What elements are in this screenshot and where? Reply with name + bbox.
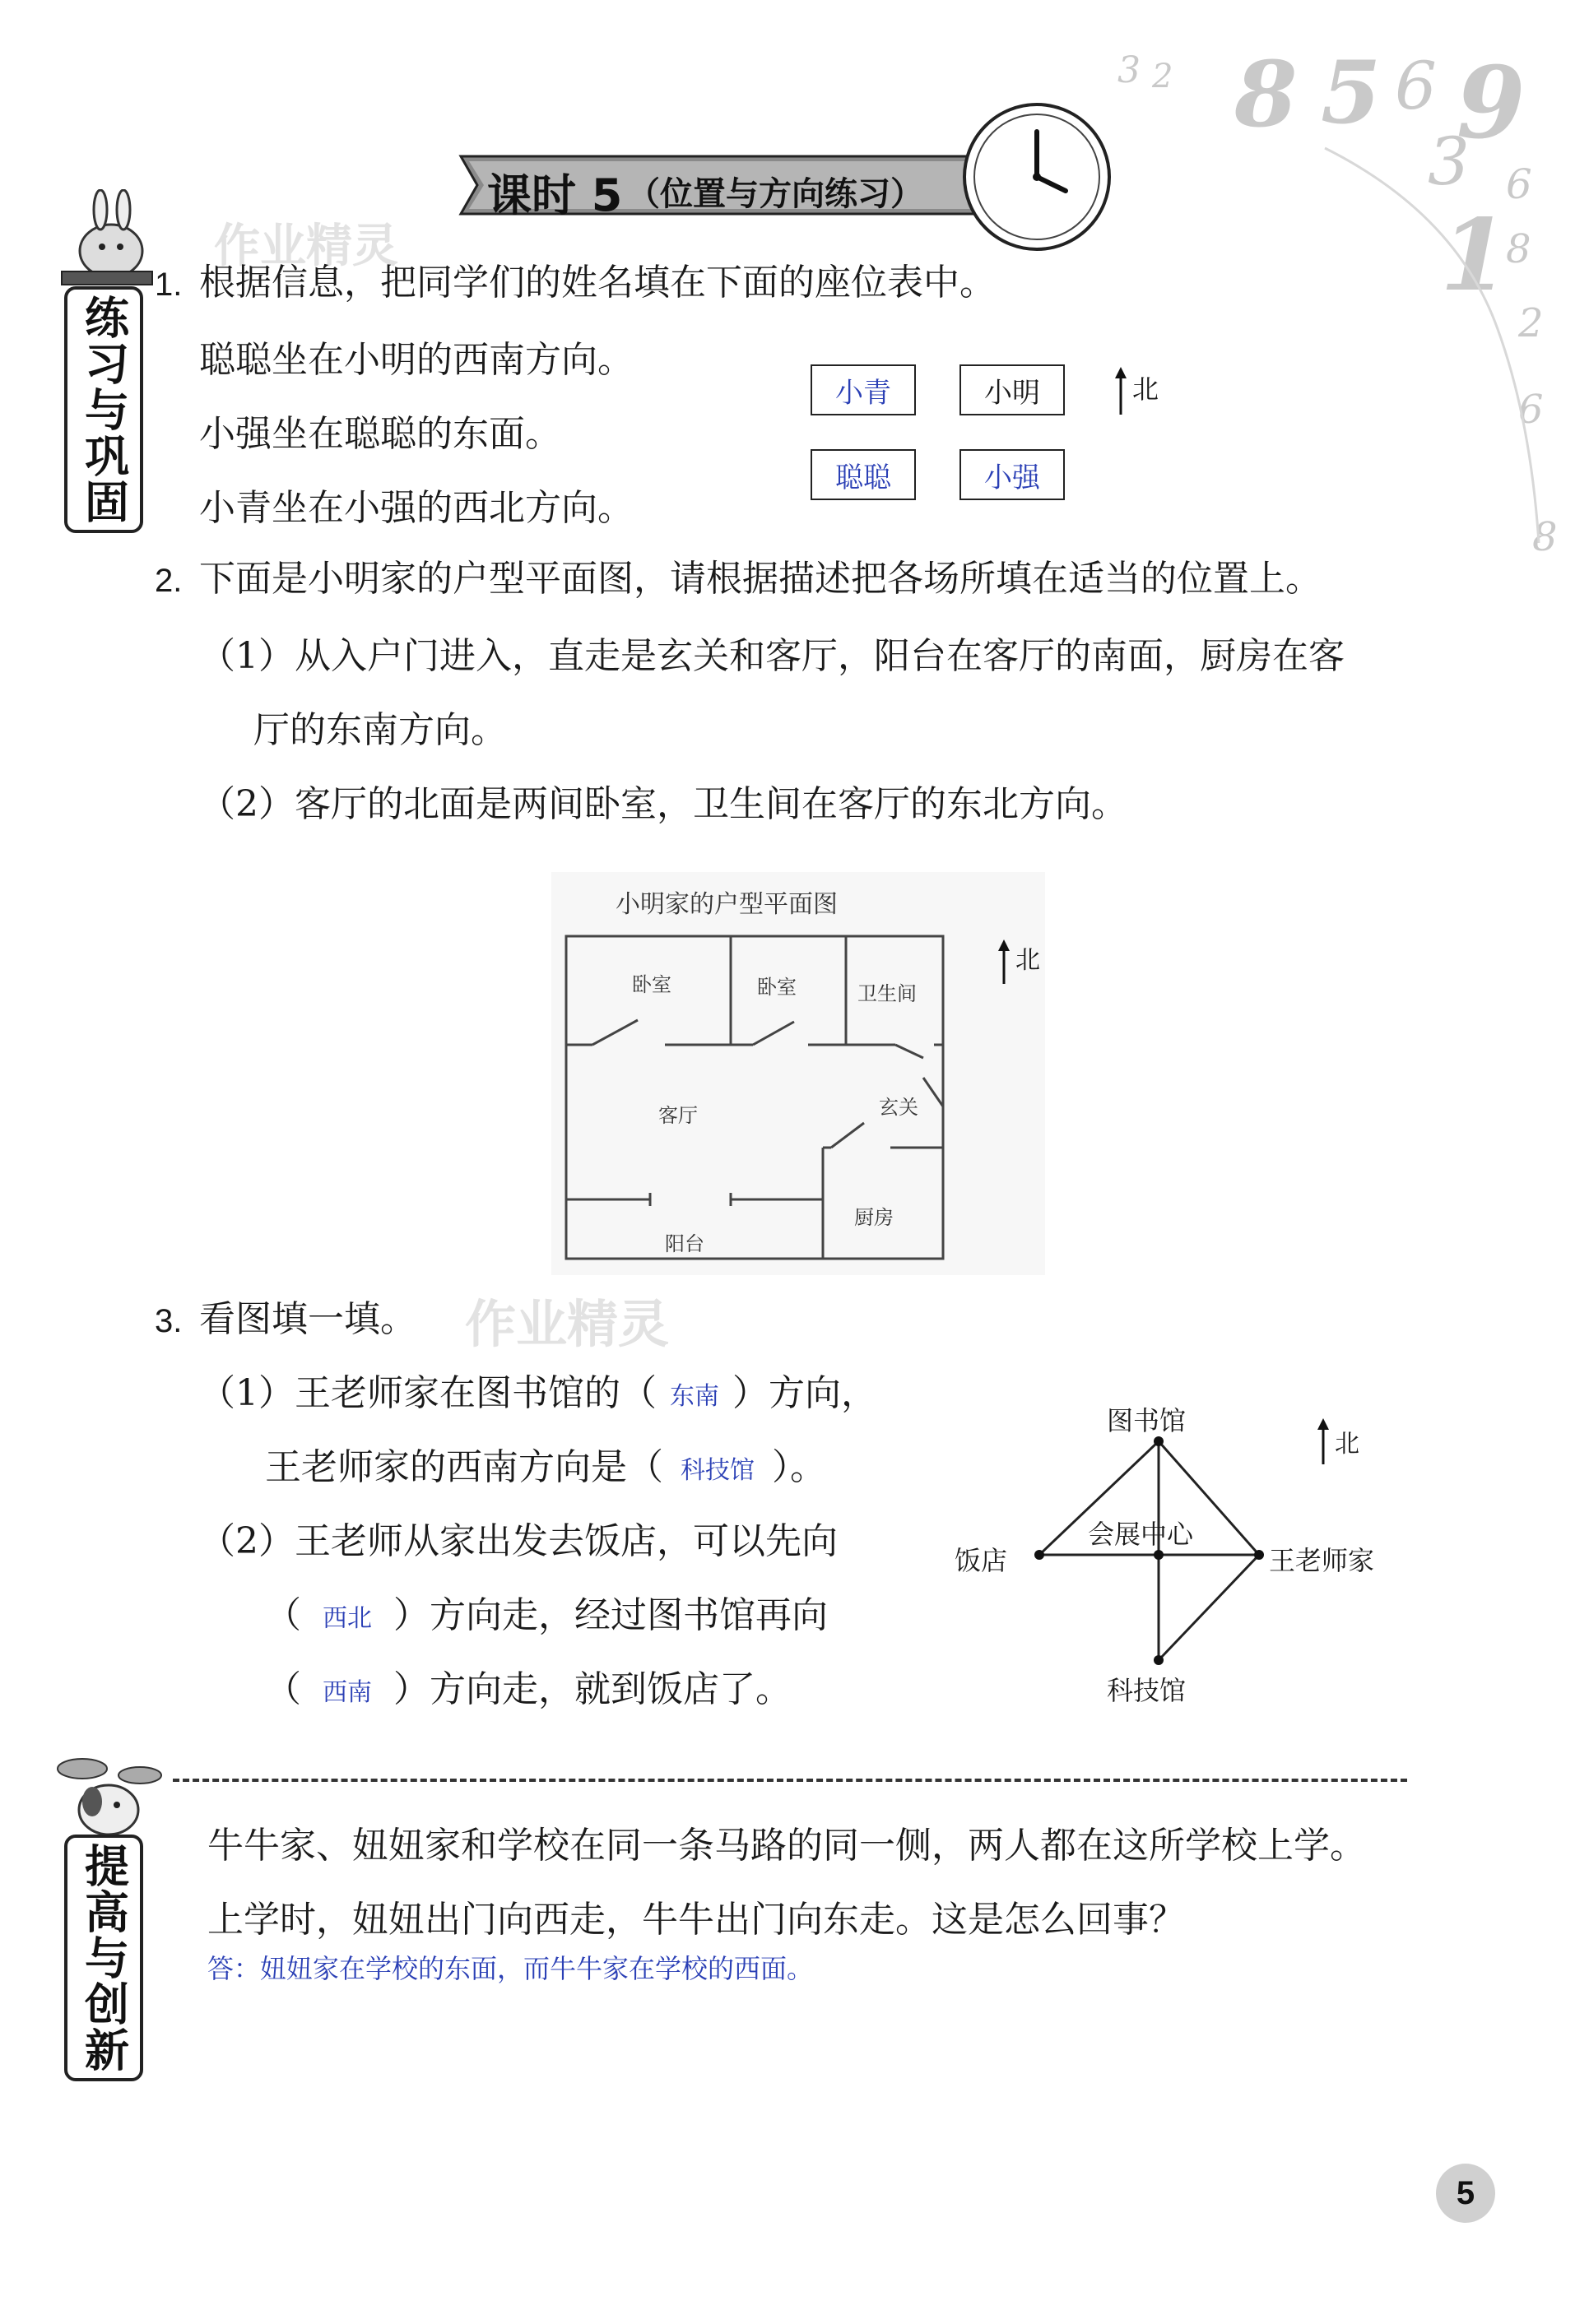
q3-text: ）方向走，就到饭店了。 <box>393 1668 792 1710</box>
q3-line5 <box>265 1668 792 1710</box>
q2-prompt: 下面是小明家的户型平面图，请根据描述把各场所填在适当的位置上。 <box>199 558 1322 600</box>
north-label: 北 <box>1132 373 1159 405</box>
deco-digit: 2 <box>1518 300 1544 346</box>
lesson-topic: （位置与方向练习） <box>627 175 923 213</box>
q3-text: ）方向走，经过图书馆再向 <box>393 1594 828 1636</box>
map-library: 图书馆 <box>1107 1405 1187 1436</box>
q3-answer-blank[interactable]: 西南 <box>323 1678 372 1707</box>
room-balcony: 阳台 <box>665 1232 704 1255</box>
deco-digit: 6 <box>1518 387 1544 433</box>
q2-number: 2. <box>155 563 183 599</box>
q3-answer-blank[interactable]: 西北 <box>323 1604 372 1633</box>
north-label: 北 <box>1015 946 1040 975</box>
q1-prompt: 根据信息，把同学们的姓名填在下面的座位表中。 <box>199 262 996 304</box>
q3-text: （ <box>265 1594 301 1636</box>
deco-digit: 3 <box>1428 123 1470 200</box>
lesson-number: 课时 5 <box>487 169 623 221</box>
map-restaurant: 饭店 <box>955 1545 1008 1576</box>
q2-line2: （2）客厅的北面是两间卧室，卫生间在客厅的东北方向。 <box>199 783 1127 825</box>
decorative-digits <box>1111 33 1572 559</box>
floor-plan-walls <box>551 872 1045 1275</box>
q3-text: ）方向， <box>732 1372 877 1414</box>
seat-bottom-left[interactable]: 聪聪 <box>811 449 916 500</box>
extension-side-label <box>49 1744 165 2106</box>
deco-digit: 6 <box>1506 160 1532 208</box>
q3-prompt: 看图填一填。 <box>199 1298 416 1340</box>
deco-digit: 3 <box>1117 49 1141 91</box>
decorative-curve <box>1111 33 1572 559</box>
deco-digit: 5 <box>1321 41 1382 143</box>
deco-digit: 8 <box>1506 226 1531 272</box>
practice-label: 练习与巩固 <box>77 295 130 525</box>
clock-icon <box>959 99 1115 255</box>
floor-plan <box>551 872 1045 1275</box>
deco-digit: 6 <box>1395 48 1437 124</box>
q3-line3: （2）王老师从家出发去饭店，可以先向 <box>199 1520 838 1562</box>
room-bedroom: 卧室 <box>632 973 671 996</box>
deco-digit: 8 <box>1234 41 1298 147</box>
room-living: 客厅 <box>658 1104 698 1127</box>
extension-label: 提高与创新 <box>77 1843 130 2073</box>
seat-top-right: 小明 <box>959 364 1065 415</box>
q3-line4 <box>265 1594 828 1636</box>
q2-line1: （1）从入户门进入，直走是玄关和客厅，阳台在客厅的南面，厨房在客 <box>199 635 1345 677</box>
q3-line1 <box>199 1372 877 1414</box>
rabbit-icon <box>49 189 165 288</box>
q1-line: 小青坐在小强的西北方向。 <box>199 487 634 529</box>
map-expo-center: 会展中心 <box>1088 1519 1194 1550</box>
deco-digit: 2 <box>1152 58 1173 95</box>
deco-digit: 9 <box>1457 45 1526 161</box>
extension-line1: 牛牛家、妞妞家和学校在同一条马路的同一侧，两人都在这所学校上学。 <box>207 1825 1366 1867</box>
extension-line2: 上学时，妞妞出门向西走，牛牛出门向东走。这是怎么回事？ <box>207 1899 1185 1941</box>
room-bedroom: 卧室 <box>757 976 797 999</box>
extension-label-box <box>64 1835 143 2081</box>
deco-digit: 1 <box>1440 197 1509 313</box>
q3-text: （ <box>265 1668 301 1710</box>
map-science-museum: 科技馆 <box>1107 1675 1187 1706</box>
q1-number: 1. <box>155 267 183 303</box>
q3-number: 3. <box>155 1303 183 1339</box>
q3-answer-blank[interactable]: 科技馆 <box>681 1456 755 1485</box>
section-divider <box>173 1779 1407 1782</box>
q1-line: 小强坐在聪聪的东面。 <box>199 413 561 455</box>
page-number-badge <box>1436 2164 1495 2223</box>
map-teacher-home: 王老师家 <box>1269 1545 1375 1576</box>
watermark: 作业精灵 <box>214 220 398 273</box>
room-bathroom: 卫生间 <box>857 982 917 1005</box>
deco-digit: 8 <box>1532 514 1558 560</box>
practice-label-box <box>64 286 143 533</box>
q3-answer-blank[interactable]: 东南 <box>670 1382 719 1411</box>
page-number: 5 <box>1456 2174 1475 2211</box>
seat-bottom-right[interactable]: 小强 <box>959 449 1065 500</box>
lesson-banner <box>444 140 1020 230</box>
room-kitchen: 厨房 <box>854 1206 894 1229</box>
q3-line2 <box>265 1446 826 1488</box>
q3-text: （1）王老师家在图书馆的（ <box>199 1372 657 1414</box>
watermark: 作业精灵 <box>465 1294 670 1354</box>
q3-text: 王老师家的西南方向是（ <box>265 1446 663 1488</box>
north-arrow-icon <box>996 939 1012 986</box>
seat-top-left[interactable]: 小青 <box>811 364 916 415</box>
room-foyer: 玄关 <box>879 1096 918 1119</box>
direction-map <box>955 1390 1415 1711</box>
q1-line: 聪聪坐在小明的西南方向。 <box>199 339 634 381</box>
q3-text: ）。 <box>772 1446 826 1488</box>
north-label: 北 <box>1335 1430 1359 1459</box>
extension-answer[interactable]: 答：妞妞家在学校的东面，而牛牛家在学校的西面。 <box>207 1953 814 1984</box>
north-arrow-icon <box>1113 367 1129 416</box>
floor-plan-title: 小明家的户型平面图 <box>616 890 838 919</box>
practice-side-label <box>49 189 165 551</box>
dog-icon <box>49 1744 165 1843</box>
q2-line1b: 厅的东南方向。 <box>253 709 507 751</box>
